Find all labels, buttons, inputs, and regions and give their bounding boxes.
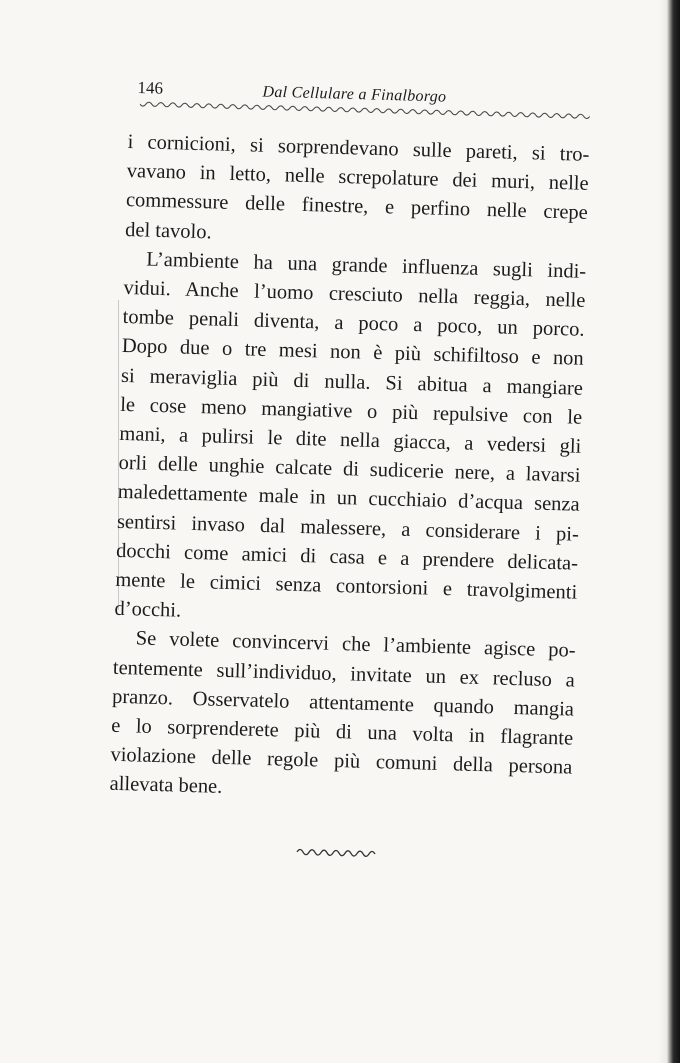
end-ornament (295, 845, 377, 861)
text-line: vidui. Anche l’uomo cresciuto nella reggia, nelle (123, 276, 586, 312)
text-line: Se volete convincervi che l’ambiente agisce po- (135, 627, 576, 663)
text-line: e lo sorprenderete più di una volta in flagrante (110, 714, 574, 750)
paragraph (114, 245, 586, 637)
body-text (109, 128, 590, 812)
paragraph (109, 624, 576, 812)
text-line: L’ambiente ha una grande influenza sugli indi- (146, 248, 587, 283)
text-line: docchi come amici di casa e a prendere delicata- (115, 539, 579, 575)
text-line: del tavolo. (124, 218, 212, 243)
text-line: si meraviglia più di nulla. Si abitua a mangiare (120, 364, 584, 400)
text-line: d’occhi. (114, 598, 182, 622)
text-line: maledettamente male in un cucchiaio d’acqua senza (117, 481, 580, 517)
text-line: tentemente sull’individuo, invitate un ex recluso a (112, 656, 576, 692)
text-line: le cose meno mangiative o più repulsive con le (119, 393, 583, 429)
text-line: vavano in letto, nelle screpolature dei muri, nelle (126, 160, 589, 196)
text-line: allevata bene. (109, 773, 223, 799)
text-line: pranzo. Osservatelo attentamente quando mangia (111, 685, 575, 721)
text-line: orli delle unghie calcate di sudicerie nere, a lavarsi (118, 452, 581, 487)
text-line: commessure delle finestre, e perfino nelle crepe (125, 189, 589, 225)
page-number: 146 (137, 77, 164, 98)
text-line: sentirsi invaso dal malessere, a considerare i pi- (116, 510, 580, 546)
page-edge-shadow (658, 0, 680, 1063)
text-line: i cornicioni, si sorprendevano sulle pareti, si tro- (127, 130, 590, 166)
paragraph (125, 128, 590, 258)
text-line: mente le cimici senza contorsioni e travolgimenti (115, 568, 578, 604)
text-line: mani, a pulirsi le dite nella giacca, a vedersi gli (119, 422, 582, 458)
text-line: violazione delle regole più comuni della persona (110, 744, 573, 779)
text-line: Dopo due o tre mesi non è più schifiltoso e non (121, 335, 585, 371)
text-line: tombe penali diventa, a poco a poco, un porco. (122, 306, 585, 342)
running-title: Dal Cellulare a Finalborgo (262, 83, 447, 106)
